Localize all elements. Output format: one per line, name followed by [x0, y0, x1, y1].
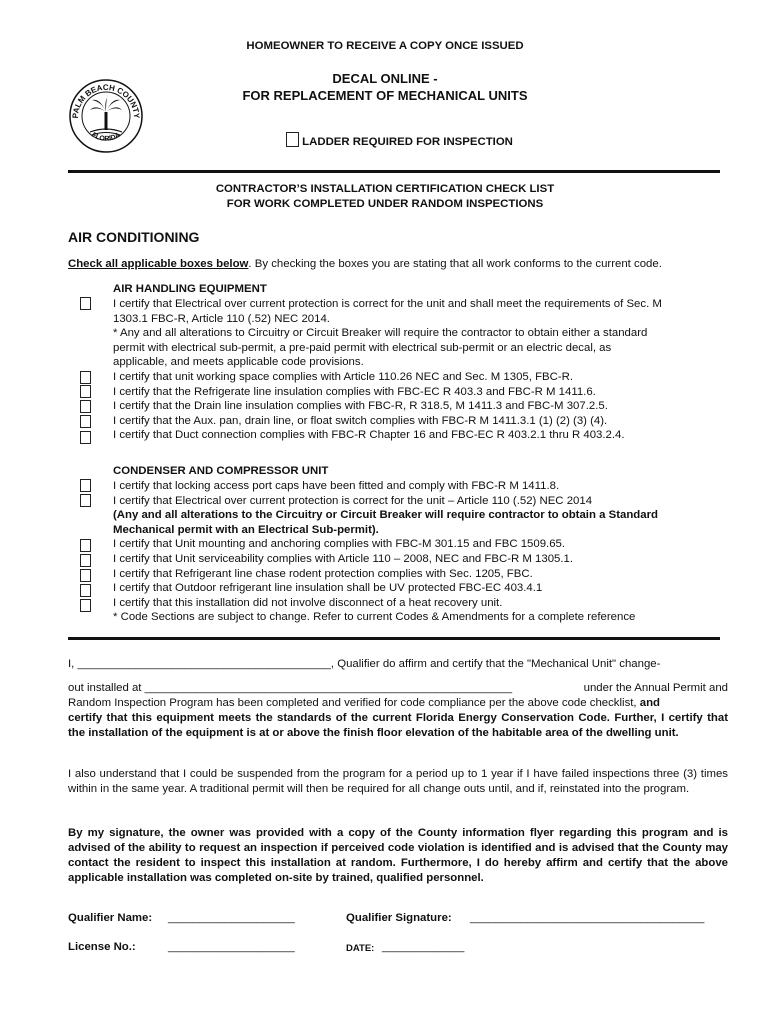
cond-checkbox-heat-recovery[interactable] — [80, 599, 91, 612]
cond-checkbox-port-caps[interactable] — [80, 479, 91, 492]
ahe-checkbox-drain-line[interactable] — [80, 400, 91, 413]
signature-statement: By my signature, the owner was provided with a copy of the County information flyer regarding this program and is advised of the ability to request an inspection if perceived code violation is identified and is advised that the County may contact the resident to inspect this installation at random. Furthermore, I do hereby affirm and certify that the above applicable installation was completed on-site by trained, qualified personnel. — [68, 827, 728, 884]
instruction — [68, 258, 662, 270]
affirm-text: Random Inspection Program has been completed and verified for code compliance per the above code checklist, — [68, 697, 637, 709]
ahe-line: I certify that the Refrigerate line insulation complies with FBC-EC R 403.3 and FBC-R M 1411.6. — [113, 385, 596, 398]
ahe-checkbox-duct[interactable] — [80, 431, 91, 444]
cond-line: * Code Sections are subject to change. Refer to current Codes & Amendments for a complete reference — [113, 611, 636, 624]
cond-line: I certify that Unit mounting and anchoring complies with FBC-M 301.15 and FBC 1509.65. — [113, 538, 566, 551]
affirm-bold: and — [636, 697, 661, 709]
date-label: DATE: — [346, 943, 375, 954]
ahe-line: * Any and all alterations to Circuitry or Circuit Breaker will require the contractor to obtain either a standard — [113, 327, 648, 340]
ladder-label: LADDER REQUIRED FOR INSPECTION — [302, 136, 513, 148]
qualifier-name-label: Qualifier Name: — [68, 912, 153, 924]
ahe-list — [113, 297, 723, 443]
affirm-line-2-text — [68, 681, 512, 696]
title-line-2: FOR REPLACEMENT OF MECHANICAL UNITS — [242, 88, 528, 103]
cond-line: Mechanical permit with an Electrical Sub-permit). — [113, 523, 379, 536]
affirm-line-1 — [68, 658, 660, 670]
checklist-title — [0, 182, 770, 211]
affirm-text: , Qualifier do affirm and certify that the "Mechanical Unit" change- — [330, 658, 661, 670]
cond-line: I certify that Refrigerant line chase rodent protection complies with Sec. 1205, FBC. — [113, 567, 533, 580]
cond-heading: CONDENSER AND COMPRESSOR UNIT — [113, 465, 329, 477]
ahe-line: 1303.1 FBC-R, Article 110 (.52) NEC 2014. — [113, 312, 330, 325]
cond-line: (Any and all alterations to the Circuitry or Circuit Breaker will require contractor to obtain a Standard — [113, 509, 658, 522]
cond-line: I certify that Outdoor refrigerant line insulation shall be UV protected FBC-EC 403.4.1 — [113, 582, 543, 595]
affirm-text: out installed at — [68, 682, 145, 694]
affirm-text: under the Annual Permit and — [583, 682, 728, 694]
license-field[interactable]: ____________________ — [168, 941, 295, 953]
homeowner-notice: HOMEOWNER TO RECEIVE A COPY ONCE ISSUED — [246, 40, 524, 52]
cond-line: I certify that Unit serviceability complies with Article 110 – 2008, NEC and FBC-R M 1305.1. — [113, 552, 574, 565]
ahe-line: I certify that Duct connection complies with FBC-R Chapter 16 and FBC-EC R 403.2.1 thru R 403.2.4. — [113, 429, 625, 442]
affirm-paragraph — [68, 681, 728, 741]
title-line-1: DECAL ONLINE - — [332, 71, 438, 86]
ahe-line: I certify that Electrical over current protection is correct for the unit and shall meet the requirements of Sec. M — [113, 298, 662, 310]
date-field[interactable]: _____________ — [382, 941, 465, 953]
cond-checkbox-rodent[interactable] — [80, 569, 91, 582]
instruction-underlined: Check all applicable boxes below — [68, 258, 249, 270]
cond-list — [113, 479, 723, 625]
qualifier-signature-field[interactable]: _____________________________________ — [470, 912, 705, 924]
cond-line: I certify that Electrical over current protection is correct for the unit – Article 110 (.52) NEC 2014 — [113, 494, 593, 507]
affirm-line-2 — [68, 681, 728, 696]
suspension-paragraph: I also understand that I could be suspended from the program for a period up to 1 year if I have failed inspections three (3) times within in the same year. A traditional permit will then be required for all change outs until, and if, reinstated into the program. — [68, 768, 728, 795]
seal-bottom-text: FLORIDA — [90, 131, 122, 143]
ahe-line: permit with electrical sub-permit, a pre-paid permit with electrical sub-permit or an electric decal, as — [113, 341, 612, 354]
divider-bottom — [68, 637, 720, 640]
seal-top-text: PALM BEACH COUNTY — [70, 82, 142, 119]
ahe-line: I certify that the Aux. pan, drain line, or float switch complies with FBC-R M 1411.3.1 (1) (2) (3) (4). — [113, 414, 608, 427]
license-label: License No.: — [68, 941, 136, 953]
ahe-checkbox-working-space[interactable] — [80, 371, 91, 384]
ahe-line: applicable, and meets applicable code provisions. — [113, 356, 364, 369]
ahe-checkbox-refrigerate-line[interactable] — [80, 385, 91, 398]
cond-checkbox-electrical[interactable] — [80, 494, 91, 507]
checklist-title-line-1: CONTRACTOR’S INSTALLATION CERTIFICATION CHECK LIST — [215, 183, 555, 195]
qualifier-signature-label: Qualifier Signature: — [346, 912, 452, 924]
ahe-checkbox-aux-pan[interactable] — [80, 415, 91, 428]
instruction-rest: . By checking the boxes you are stating that all work conforms to the current code. — [248, 258, 662, 270]
cond-checkbox-serviceability[interactable] — [80, 554, 91, 567]
ladder-required — [286, 132, 513, 148]
checklist-title-line-2: FOR WORK COMPLETED UNDER RANDOM INSPECTIONS — [226, 197, 544, 210]
cond-checkbox-mounting[interactable] — [80, 539, 91, 552]
ahe-heading: AIR HANDLING EQUIPMENT — [113, 283, 267, 295]
ahe-line: I certify that unit working space complies with Article 110.26 NEC and Sec. M 1305, FBC-R. — [113, 370, 574, 383]
section-heading: AIR CONDITIONING — [68, 229, 200, 245]
affirm-line-3 — [68, 696, 728, 711]
cond-line: I certify that this installation did not involve disconnect of a heat recovery unit. — [113, 596, 503, 609]
affirm-bold-text: certify that this equipment meets the standards of the current Florida Energy Conservation Code. Further, I certify that the installation of the equipment is at or above the finish floor elevation of the habitable area of the dwelling unit. — [68, 712, 728, 739]
address-blank[interactable]: __________________________________________________________ — [144, 682, 513, 694]
qualifier-name-field[interactable]: ____________________ — [168, 912, 295, 924]
ahe-line: I certify that the Drain line insulation complies with FBC-R, R 318.5, M 1411.3 and FBC-M 307.2.5. — [113, 400, 608, 413]
ahe-checkbox-electrical[interactable] — [80, 297, 91, 310]
cond-checkbox-uv[interactable] — [80, 584, 91, 597]
affirm-text: I, — [68, 658, 78, 670]
divider-top — [68, 170, 720, 173]
cond-line: I certify that locking access port caps have been fitted and comply with FBC-R M 1411.8. — [113, 480, 560, 492]
qualifier-name-blank[interactable]: ________________________________________ — [77, 658, 331, 670]
ladder-checkbox[interactable] — [286, 132, 299, 147]
svg-text:FLORIDA — [90, 132, 121, 143]
form-title — [0, 70, 770, 104]
